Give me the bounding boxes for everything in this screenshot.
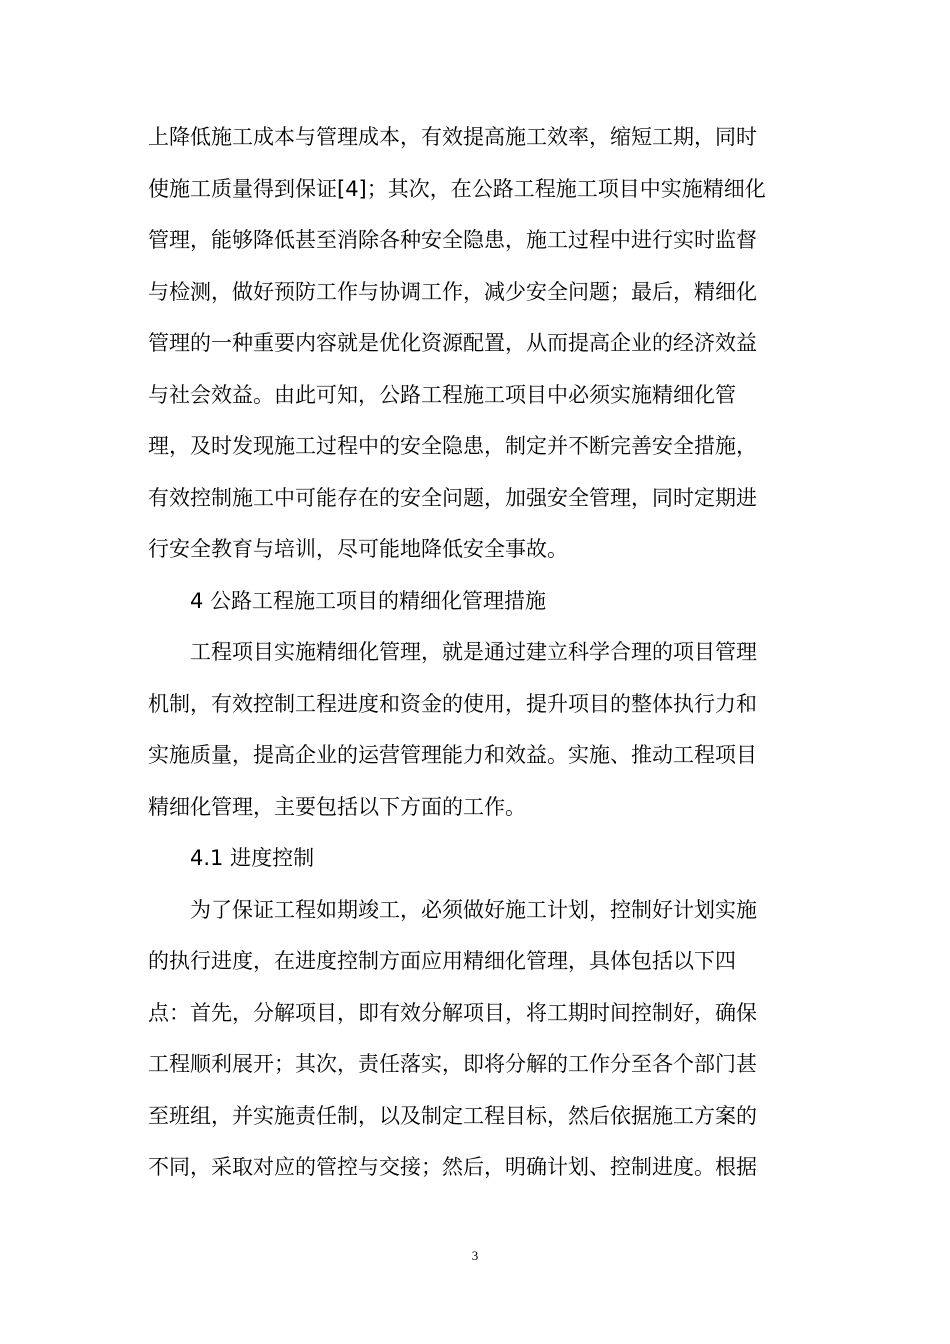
text-line: 点：首先，分解项目，即有效分解项目，将工期时间控制好，确保 [148, 1000, 757, 1025]
paragraph-first-line: 工程项目实施精细化管理，就是通过建立科学合理的项目管理 [190, 640, 757, 664]
text-line: 上降低施工成本与管理成本，有效提高施工效率，缩短工期，同时 [148, 125, 757, 149]
text-line: 实施质量，提高企业的运营管理能力和效益。实施、推动工程项目 [148, 743, 757, 767]
text-line: 理，及时发现施工过程中的安全隐患，制定并不断完善安全措施， [148, 434, 757, 458]
text-line: 机制，有效控制工程进度和资金的使用，提升项目的整体执行力和 [148, 691, 757, 716]
paragraph-first-line: 为了保证工程如期竣工，必须做好施工计划，控制好计划实施 [190, 897, 757, 922]
text-line: 不同，采取对应的管控与交接；然后，明确计划、控制进度。根据 [148, 1155, 757, 1179]
text-line: 的执行进度，在进度控制方面应用精细化管理，具体包括以下四 [148, 949, 736, 973]
text-line: 有效控制施工中可能存在的安全问题，加强安全管理，同时定期进 [148, 485, 757, 510]
body-text [148, 112, 808, 1194]
text-line: 行安全教育与培训，尽可能地降低安全事故。 [148, 537, 568, 561]
text-line: 使施工质量得到保证[4]；其次，在公路工程施工项目中实施精细化 [148, 176, 766, 201]
page-number: 3 [471, 1248, 479, 1263]
text-line: 与检测，做好预防工作与协调工作，减少安全问题；最后，精细化 [148, 279, 757, 304]
text-line: 与社会效益。由此可知，公路工程施工项目中必须实施精细化管 [148, 382, 736, 407]
text-line: 管理的一种重要内容就是优化资源配置，从而提高企业的经济效益 [148, 331, 757, 355]
subsection-heading: 4.1 进度控制 [190, 846, 315, 870]
text-line: 精细化管理，主要包括以下方面的工作。 [148, 794, 526, 819]
text-line: 工程顺利展开；其次，责任落实，即将分解的工作分至各个部门甚 [148, 1052, 757, 1076]
text-line: 管理，能够降低甚至消除各种安全隐患，施工过程中进行实时监督 [148, 228, 757, 252]
section-heading: 4 公路工程施工项目的精细化管理措施 [190, 588, 547, 613]
text-line: 至班组，并实施责任制，以及制定工程目标，然后依据施工方案的 [148, 1103, 757, 1128]
